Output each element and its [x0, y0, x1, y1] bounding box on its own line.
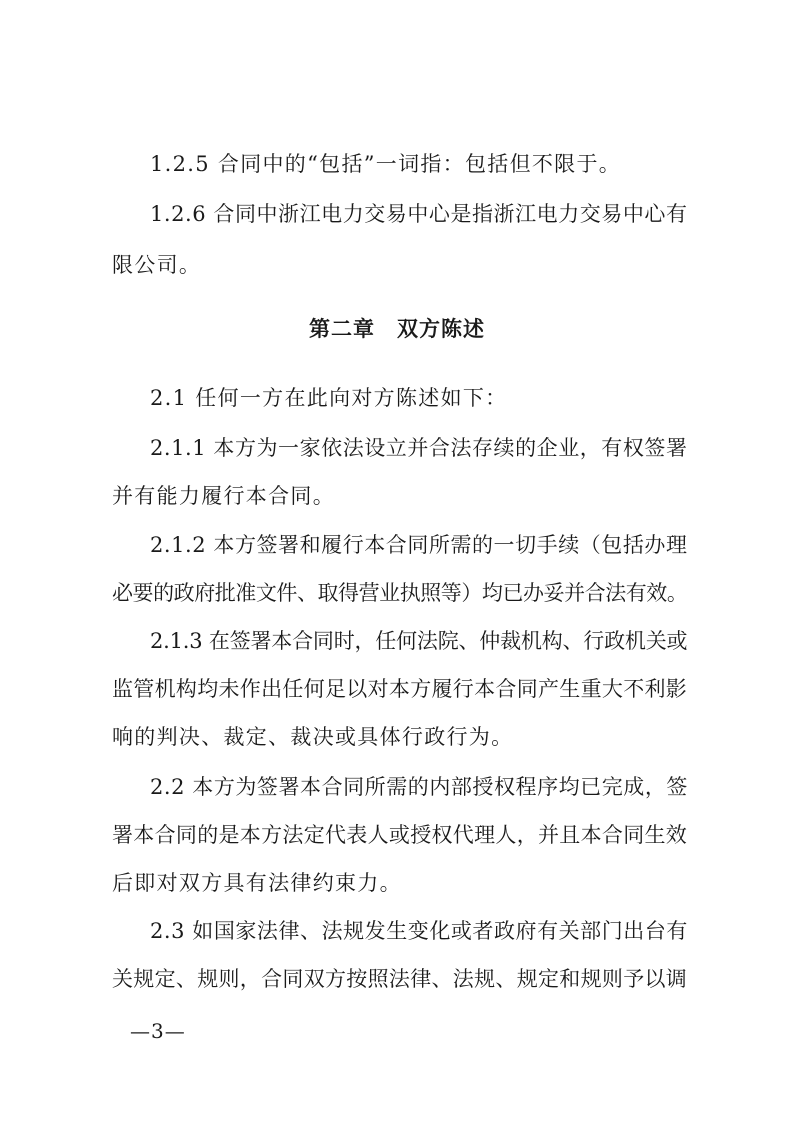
clause-2-1-3: 2.1.3 在签署本合同时，任何法院、仲裁机构、行政机关或 — [150, 629, 688, 653]
clause-2-1-3-continued-2: 响的判决、裁定、裁决或具体行政行为。 — [112, 725, 514, 749]
clause-2-3: 2.3 如国家法律、法规发生变化或者政府有关部门出台有 — [150, 919, 688, 943]
clause-1-2-6: 1.2.6 合同中浙江电力交易中心是指浙江电力交易中心有 — [150, 202, 688, 226]
clause-2-1-3-continued-1: 监管机构均未作出任何足以对本方履行本合同产生重大不利影 — [112, 677, 688, 701]
clause-2-1-1: 2.1.1 本方为一家依法设立并合法存续的企业，有权签署 — [150, 436, 688, 460]
clause-2-2: 2.2 本方为签署本合同所需的内部授权程序均已完成，签 — [150, 775, 688, 799]
clause-2-1-2: 2.1.2 本方签署和履行本合同所需的一切手续（包括办理 — [150, 533, 688, 557]
clause-2-1-1-continued: 并有能力履行本合同。 — [112, 484, 335, 508]
chapter-heading: 第二章 双方陈述 — [309, 317, 485, 341]
clause-2-2-continued-2: 后即对双方具有法律约束力。 — [112, 871, 402, 895]
clause-2-1-2-continued: 必要的政府批准文件、取得营业执照等）均已办妥并合法有效。 — [112, 581, 688, 605]
clause-2-1: 2.1 任何一方在此向对方陈述如下： — [150, 386, 508, 410]
clause-2-3-continued: 关规定、规则，合同双方按照法律、法规、规定和规则予以调 — [112, 967, 688, 991]
clause-1-2-6-continued: 限公司。 — [112, 253, 202, 277]
clause-1-2-5: 1.2.5 合同中的“包括”一词指：包括但不限于。 — [150, 152, 622, 176]
page-number: —3— — [130, 1019, 186, 1043]
clause-2-2-continued-1: 署本合同的是本方法定代表人或授权代理人，并且本合同生效 — [112, 823, 688, 847]
